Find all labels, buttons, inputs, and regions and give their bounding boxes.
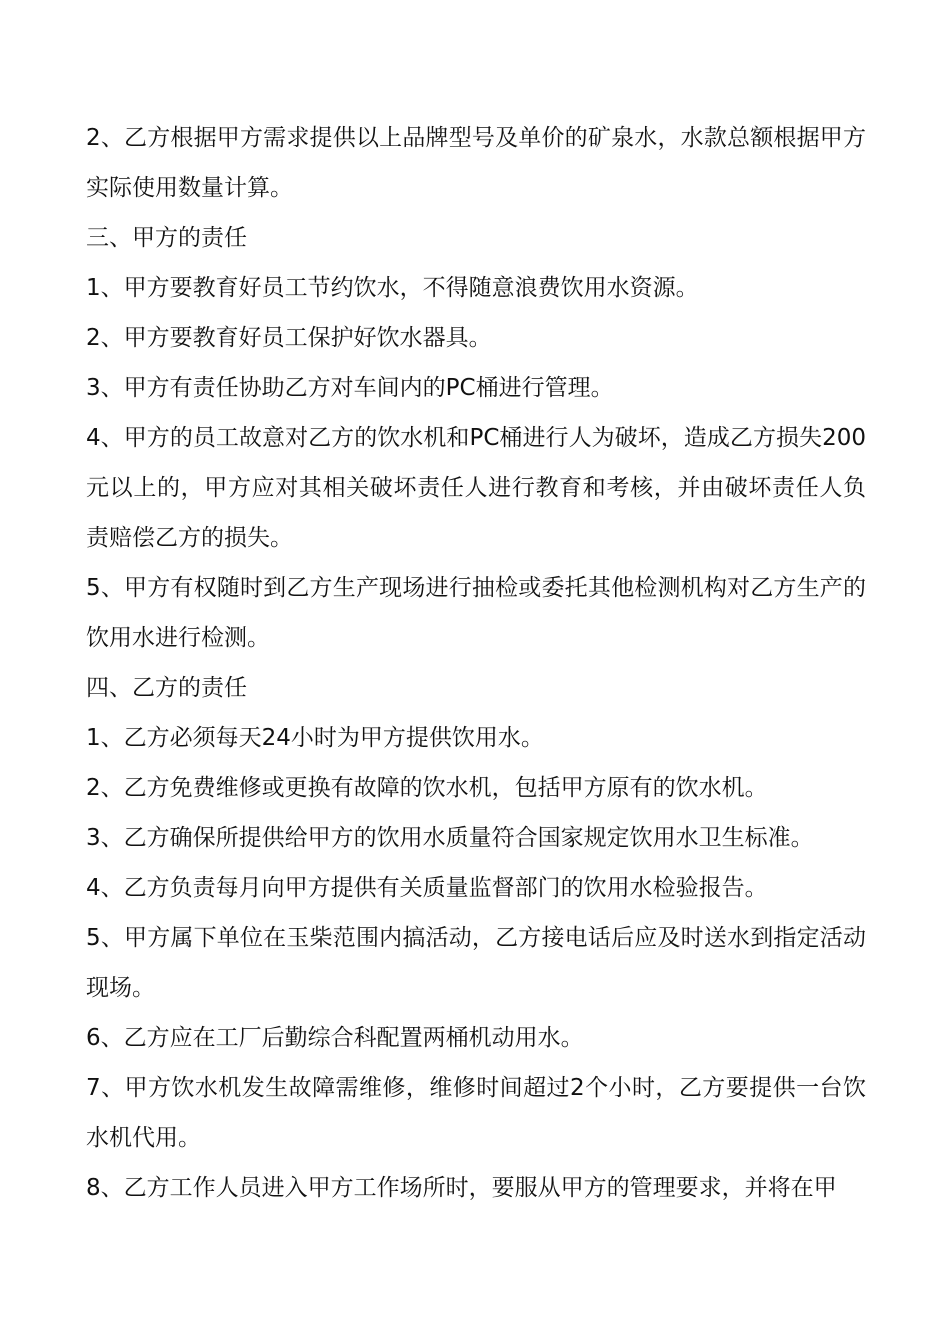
- paragraph-party-b-5: 5、甲方属下单位在玉柴范围内搞活动，乙方接电话后应及时送水到指定活动现场。: [86, 925, 866, 1001]
- paragraph-party-a-1: 1、甲方要教育好员工节约饮水，不得随意浪费饮用水资源。: [86, 275, 699, 301]
- paragraph-party-a-3: 3、甲方有责任协助乙方对车间内的PC桶进行管理。: [86, 375, 614, 401]
- section-heading-party-a-duties: 三、甲方的责任: [86, 225, 247, 251]
- paragraph-party-b-1: 1、乙方必须每天24小时为甲方提供饮用水。: [86, 725, 544, 751]
- paragraph-party-a-2: 2、甲方要教育好员工保护好饮水器具。: [86, 325, 492, 351]
- paragraph-party-b-6: 6、乙方应在工厂后勤综合科配置两桶机动用水。: [86, 1025, 584, 1051]
- paragraph-party-b-2: 2、乙方免费维修或更换有故障的饮水机，包括甲方原有的饮水机。: [86, 775, 768, 801]
- document-body: [86, 113, 866, 1213]
- section-heading-party-b-duties: 四、乙方的责任: [86, 675, 247, 701]
- paragraph-payment-clause-2: 2、乙方根据甲方需求提供以上品牌型号及单价的矿泉水，水款总额根据甲方实际使用数量计算。: [86, 125, 866, 201]
- paragraph-party-a-5: 5、甲方有权随时到乙方生产现场进行抽检或委托其他检测机构对乙方生产的饮用水进行检测。: [86, 575, 866, 651]
- paragraph-party-b-3: 3、乙方确保所提供给甲方的饮用水质量符合国家规定饮用水卫生标准。: [86, 825, 814, 851]
- paragraph-party-b-4: 4、乙方负责每月向甲方提供有关质量监督部门的饮用水检验报告。: [86, 875, 768, 901]
- paragraph-party-b-7: 7、甲方饮水机发生故障需维修，维修时间超过2个小时，乙方要提供一台饮水机代用。: [86, 1075, 866, 1151]
- paragraph-party-b-8: 8、乙方工作人员进入甲方工作场所时，要服从甲方的管理要求，并将在甲: [86, 1175, 837, 1201]
- paragraph-party-a-4: 4、甲方的员工故意对乙方的饮水机和PC桶进行人为破坏，造成乙方损失200元以上的，甲方应对其相关破坏责任人进行教育和考核，并由破坏责任人负责赔偿乙方的损失。: [86, 425, 866, 551]
